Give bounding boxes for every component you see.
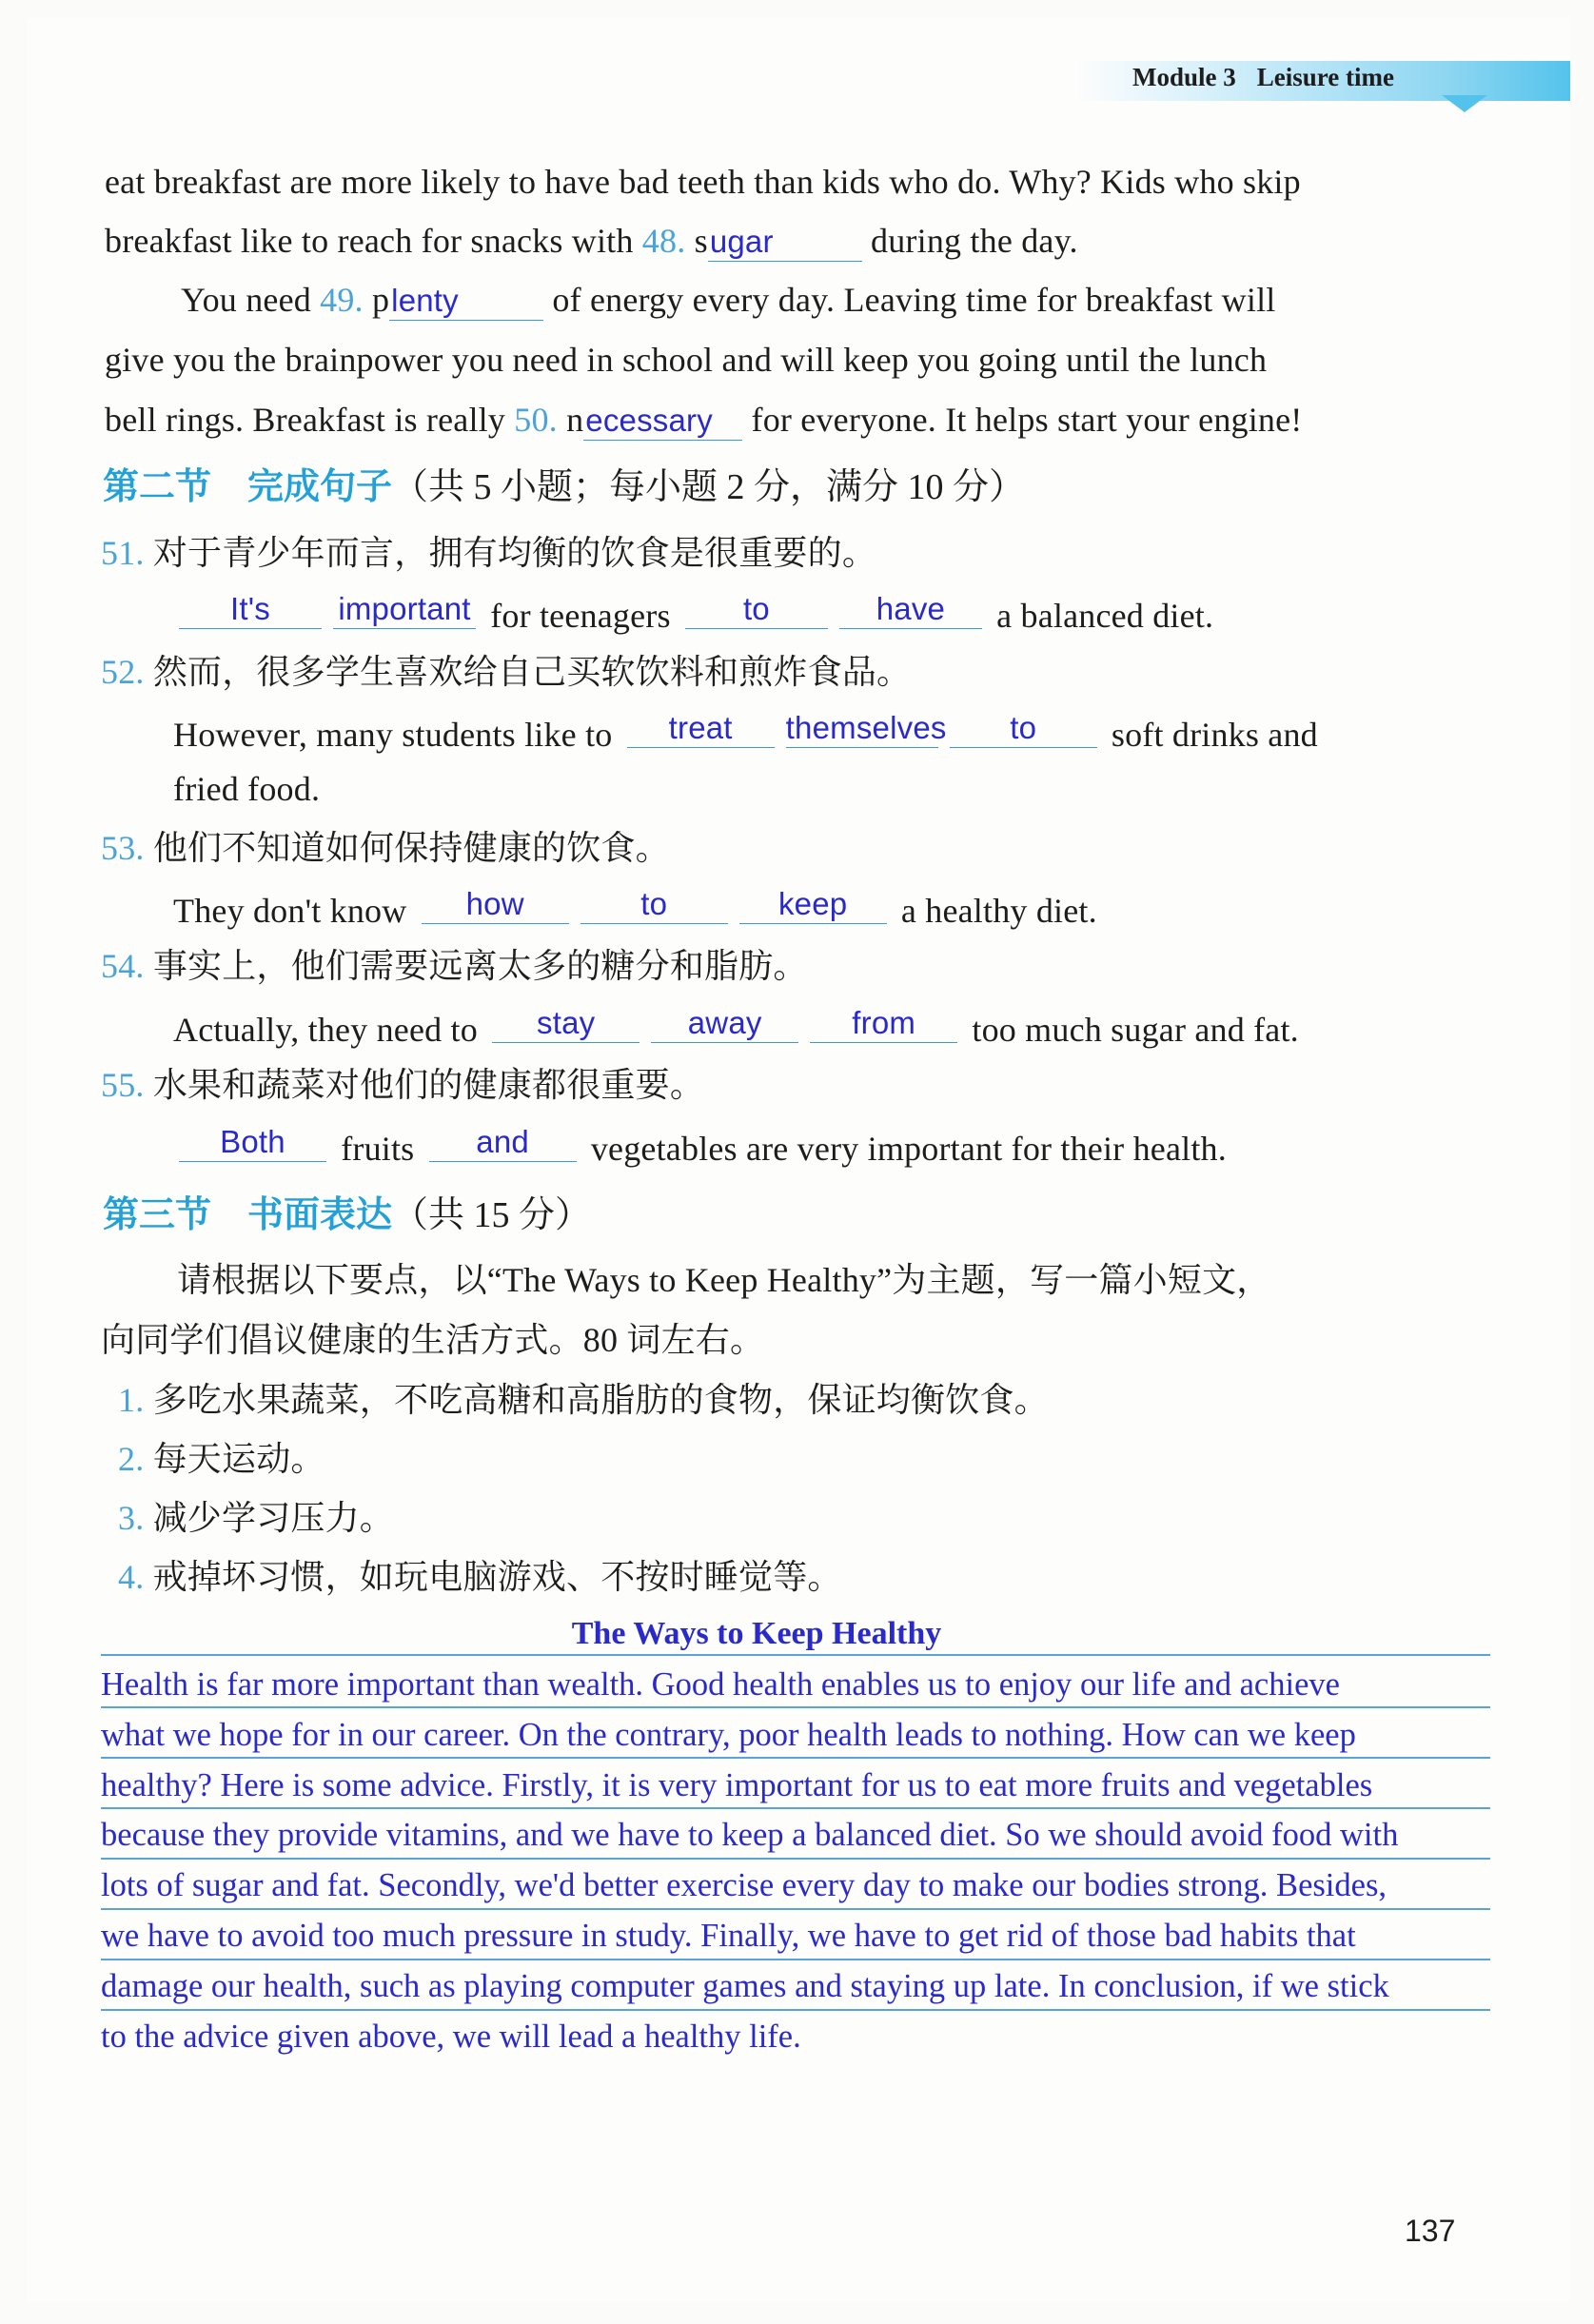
prompt-point-4	[118, 1555, 842, 1599]
prompt-line-2: 向同学们倡议健康的生活方式。80 词左右。	[101, 1321, 765, 1359]
passage-text: of energy every day. Leaving time for breakfast will	[552, 281, 1276, 319]
question-number: 52.	[101, 653, 145, 691]
writing-rule	[101, 1908, 1490, 1910]
chinese-prompt: 然而，很多学生喜欢给自己买软饮料和煎炸食品。	[152, 653, 912, 691]
essay-line: damage our health, such as playing computer games and staying up late. In conclusion, if we stick	[101, 1968, 1389, 2004]
writing-rule	[101, 1654, 1490, 1656]
answer-54-3: from	[810, 1004, 957, 1043]
header-module: Module 3	[1132, 63, 1236, 91]
section-title: 第三节 书面表达	[103, 1192, 393, 1235]
chinese-prompt: 他们不知道如何保持健康的饮食。	[152, 829, 670, 867]
chinese-prompt: 水果和蔬菜对他们的健康都很重要。	[152, 1066, 705, 1104]
point-number: 4.	[118, 1558, 145, 1596]
passage-text: during the day.	[871, 222, 1078, 260]
point-text: 戒掉坏习惯，如玩电脑游戏、不按时睡觉等。	[152, 1558, 842, 1596]
answer-51-3: to	[685, 590, 828, 629]
passage-text: for everyone. It helps start your engine!	[751, 401, 1303, 439]
question-number: 54.	[101, 947, 145, 985]
q52-chinese	[101, 650, 911, 694]
section-2-heading	[103, 464, 1025, 509]
initial-letter: n	[557, 401, 584, 439]
passage-line-5	[105, 398, 1303, 442]
initial-letter: p	[363, 281, 390, 319]
essay-line: Health is far more important than wealth. Good health enables us to enjoy our life and achieve	[101, 1666, 1340, 1703]
writing-rule	[101, 1757, 1490, 1759]
passage-line-1: eat breakfast are more likely to have bad teeth than kids who do. Why? Kids who skip	[105, 163, 1301, 201]
page-number: 137	[1405, 2214, 1456, 2248]
essay-title: The Ways to Keep Healthy	[571, 1616, 942, 1651]
header-tail	[1442, 95, 1487, 112]
essay-line: we have to avoid too much pressure in study. Finally, we have to get rid of those bad habits that	[101, 1918, 1356, 1954]
question-number: 51.	[101, 534, 145, 572]
answer-53-1: how	[422, 885, 569, 924]
essay-line: what we hope for in our career. On the contrary, poor health leads to nothing. How can we keep	[101, 1717, 1356, 1753]
point-number: 1.	[118, 1381, 145, 1419]
q55-chinese	[101, 1063, 704, 1107]
passage-text: You need	[181, 281, 321, 319]
question-number: 49.	[320, 281, 364, 319]
answer-49: lenty	[389, 282, 543, 321]
point-number: 3.	[118, 1499, 145, 1537]
passage-text: bell rings. Breakfast is really	[105, 401, 515, 439]
prompt-point-2	[118, 1437, 325, 1481]
answer-52-1: treat	[627, 709, 775, 748]
answer-51-1: It's	[179, 590, 322, 629]
q54-chinese	[101, 944, 808, 988]
point-text: 多吃水果蔬菜，不吃高糖和高脂肪的食物，保证均衡饮食。	[152, 1381, 1049, 1419]
sentence-text: They don't know	[173, 892, 407, 930]
sentence-text: vegetables are very important for their health.	[590, 1130, 1227, 1168]
passage-text: breakfast like to reach for snacks with	[105, 222, 642, 260]
answer-55-2: and	[429, 1123, 577, 1162]
q51-english	[173, 590, 1213, 638]
prompt-line-1: 请根据以下要点，以“The Ways to Keep Healthy”为主题，写一篇小短文，	[177, 1261, 1271, 1299]
sentence-text: soft drinks and	[1111, 716, 1318, 754]
answer-54-2: away	[651, 1004, 798, 1043]
q53-english	[173, 885, 1097, 933]
answer-52-3: to	[950, 709, 1097, 748]
q51-chinese	[101, 531, 876, 575]
sentence-text: Actually, they need to	[173, 1011, 478, 1049]
sentence-text: However, many students like to	[173, 716, 613, 754]
header-topic: Leisure time	[1256, 63, 1394, 91]
writing-rule	[101, 1807, 1490, 1809]
section-note: （共 15 分）	[392, 1195, 592, 1235]
section-note: （共 5 小题；每小题 2 分，满分 10 分）	[392, 467, 1026, 507]
prompt-point-1	[118, 1378, 1049, 1422]
section-title: 第二节 完成句子	[103, 464, 393, 507]
q53-chinese	[101, 826, 670, 870]
writing-rule	[101, 2009, 1490, 2011]
answer-53-2: to	[581, 885, 728, 924]
answer-54-1: stay	[492, 1004, 640, 1043]
passage-line-2	[105, 219, 1078, 263]
answer-50: ecessary	[583, 402, 742, 441]
point-text: 每天运动。	[152, 1440, 325, 1478]
passage-line-3	[181, 278, 1275, 322]
question-number: 48.	[641, 222, 686, 260]
section-3-heading	[103, 1192, 591, 1237]
initial-letter: s	[685, 222, 708, 260]
sentence-text: for teenagers	[490, 597, 671, 635]
essay-line: to the advice given above, we will lead a healthy life.	[101, 2019, 801, 2055]
point-number: 2.	[118, 1440, 145, 1478]
prompt-point-3	[118, 1496, 394, 1540]
sentence-text: a healthy diet.	[900, 892, 1097, 930]
answer-55-1: Both	[179, 1123, 326, 1162]
running-header	[1132, 63, 1415, 92]
sentence-text: fruits	[341, 1130, 415, 1168]
answer-48: ugar	[708, 223, 862, 262]
writing-rule	[101, 1706, 1490, 1708]
writing-rule	[101, 1959, 1490, 1960]
answer-53-3: keep	[739, 885, 887, 924]
essay-line: because they provide vitamins, and we have to keep a balanced diet. So we should avoid food with	[101, 1817, 1399, 1853]
question-number: 50.	[514, 401, 558, 439]
point-text: 减少学习压力。	[152, 1499, 395, 1537]
question-number: 55.	[101, 1066, 145, 1104]
essay-line: lots of sugar and fat. Secondly, we'd better exercise every day to make our bodies strong. Besides,	[101, 1867, 1387, 1903]
sentence-text: too much sugar and fat.	[972, 1011, 1299, 1049]
answer-52-2: themselves	[786, 709, 938, 748]
essay-line: healthy? Here is some advice. Firstly, it is very important for us to eat more fruits and vegetables	[101, 1767, 1373, 1803]
chinese-prompt: 对于青少年而言，拥有均衡的饮食是很重要的。	[152, 534, 877, 572]
sentence-text: a balanced diet.	[996, 597, 1214, 635]
answer-51-4: have	[839, 590, 982, 629]
answer-51-2: important	[333, 590, 476, 629]
q55-english	[173, 1123, 1227, 1171]
q52-english-line2: fried food.	[173, 770, 321, 808]
writing-rule	[101, 1858, 1490, 1860]
chinese-prompt: 事实上，他们需要远离太多的糖分和脂肪。	[152, 947, 808, 985]
passage-line-4: give you the brainpower you need in school and will keep you going until the lunch	[105, 341, 1268, 379]
q54-english	[173, 1004, 1299, 1052]
question-number: 53.	[101, 829, 145, 867]
q52-english	[173, 709, 1318, 757]
